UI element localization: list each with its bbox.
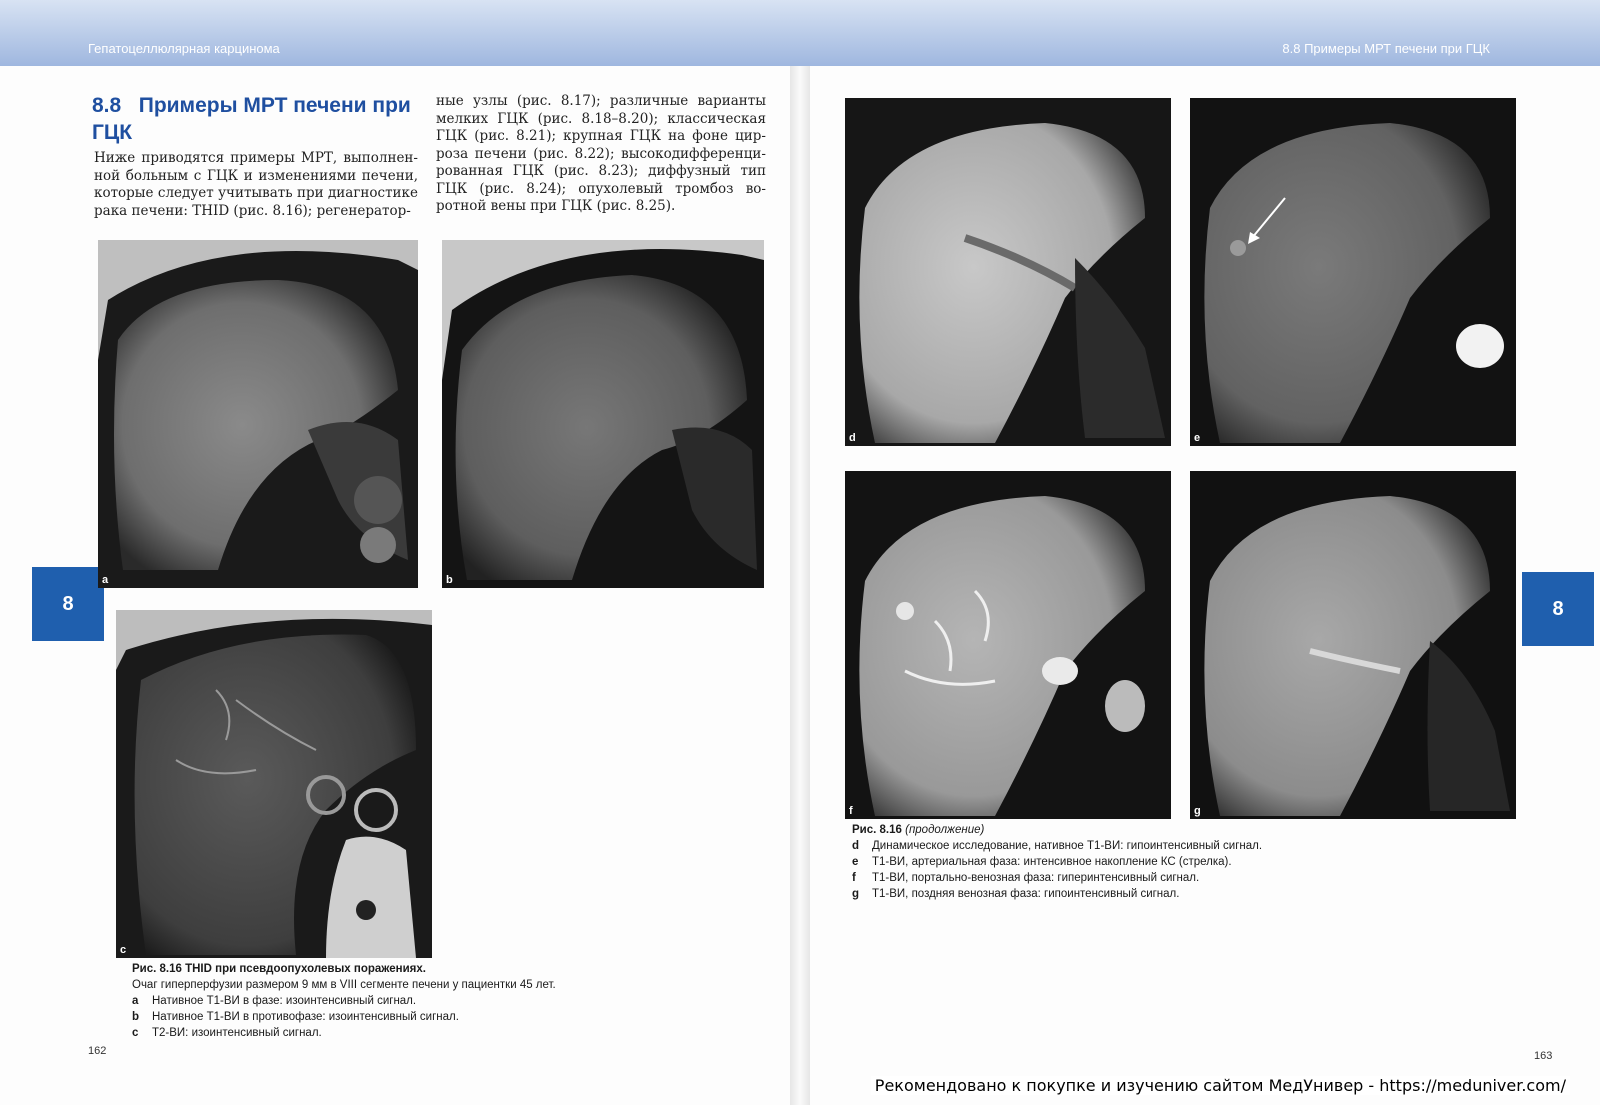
- caption-right-suffix: (продолжение): [905, 824, 985, 836]
- mri-f-graphic: [845, 471, 1171, 819]
- mri-image-d: [845, 98, 1171, 446]
- caption-item-key: f: [852, 872, 856, 884]
- caption-right-item: [852, 886, 1502, 902]
- caption-right-title: Рис. 8.16: [852, 824, 902, 836]
- section-number: 8.8: [92, 94, 122, 117]
- mri-image-a: [98, 240, 418, 588]
- left-header-bar: [0, 0, 800, 66]
- page-number-right: 163: [1534, 1050, 1553, 1062]
- caption-item-text: Нативное T1-ВИ в фазе: изоинтенсивный сигнал.: [152, 995, 417, 1007]
- right-header-bar: [800, 0, 1600, 66]
- caption-item-key: e: [852, 856, 859, 868]
- mri-image-b: [442, 240, 764, 588]
- caption-item-text: T1-ВИ, артериальная фаза: интенсивное накопление КС (стрелка).: [872, 856, 1232, 868]
- caption-left-title: Рис. 8.16 THID при псевдоопухолевых поражениях.: [132, 963, 426, 975]
- caption-left-item: [132, 993, 752, 1009]
- mri-image-c: [116, 610, 432, 958]
- right-running-title: 8.8 Примеры МРТ печени при ГЦК: [1282, 41, 1490, 56]
- caption-item-key: a: [132, 995, 139, 1007]
- mri-d-graphic: [845, 98, 1171, 446]
- intro-text-col1: Ниже приводятся примеры МРТ, выполнен-ной больным с ГЦК и изменениями печени, которые следует учитывать при диагностике рака печени: THID (рис. 8.16); регенератор-: [94, 150, 418, 219]
- caption-item-text: T1-ВИ, поздняя венозная фаза: гипоинтенсивный сигнал.: [872, 888, 1180, 900]
- footer-recommendation: Рекомендовано к покупке и изучению сайтом МедУнивер - https://meduniver.com/: [871, 1076, 1570, 1095]
- mri-label-c: c: [120, 944, 127, 956]
- mri-image-e: [1190, 98, 1516, 446]
- mri-image-f: [845, 471, 1171, 819]
- chapter-tab-right: 8: [1522, 572, 1594, 646]
- book-gutter: [790, 0, 810, 1105]
- mri-label-g: g: [1194, 805, 1201, 817]
- mri-e-graphic: [1190, 98, 1516, 446]
- caption-item-key: g: [852, 888, 860, 900]
- caption-left-subtitle: Очаг гиперперфузии размером 9 мм в VIII сегменте печени у пациентки 45 лет.: [132, 979, 556, 991]
- figure-caption-left: [132, 961, 752, 1041]
- mri-a-graphic: [98, 240, 418, 588]
- figure-caption-right: [852, 822, 1502, 902]
- caption-right-heading: [852, 822, 1502, 838]
- caption-item-text: T1-ВИ, портально-венозная фаза: гиперинтенсивный сигнал.: [872, 872, 1200, 884]
- mri-label-e: e: [1194, 432, 1201, 444]
- mri-g-graphic: [1190, 471, 1516, 819]
- page-number-left: 162: [88, 1045, 107, 1057]
- intro-text-col2: ные узлы (рис. 8.17); различные варианты мелких ГЦК (рис. 8.18–8.20); классическая ГЦК (рис. 8.21); крупная ГЦК на фоне цир-роза печени (рис. 8.22); высокодифференци-рованная ГЦК (рис. 8.23); диффузный тип ГЦК (рис. 8.24); опухолевый тромбоз во-ротной вены при ГЦК (рис. 8.25).: [436, 93, 766, 214]
- left-running-title: Гепатоцеллюлярная карцинома: [88, 41, 280, 56]
- caption-item-text: Динамическое исследование, нативное T1-ВИ: гипоинтенсивный сигнал.: [872, 840, 1263, 852]
- mri-image-g: [1190, 471, 1516, 819]
- mri-b-graphic: [442, 240, 764, 588]
- caption-left-item: [132, 1025, 752, 1041]
- caption-item-key: d: [852, 840, 860, 852]
- chapter-tab-left: 8: [32, 567, 104, 641]
- caption-item-key: b: [132, 1011, 140, 1023]
- mri-label-a: a: [102, 574, 109, 586]
- caption-item-text: Нативное T1-ВИ в противофазе: изоинтенсивный сигнал.: [152, 1011, 459, 1023]
- mri-label-f: f: [849, 805, 853, 817]
- mri-label-b: b: [446, 574, 453, 586]
- caption-right-item: [852, 854, 1502, 870]
- caption-left-item: [132, 1009, 752, 1025]
- caption-item-key: c: [132, 1027, 139, 1039]
- section-heading: [92, 92, 422, 146]
- caption-item-text: T2-ВИ: изоинтенсивный сигнал.: [152, 1027, 322, 1039]
- mri-c-graphic: [116, 610, 432, 958]
- section-title: Примеры МРТ печени при ГЦК: [92, 94, 411, 144]
- caption-right-item: [852, 870, 1502, 886]
- mri-label-d: d: [849, 432, 856, 444]
- caption-right-item: [852, 838, 1502, 854]
